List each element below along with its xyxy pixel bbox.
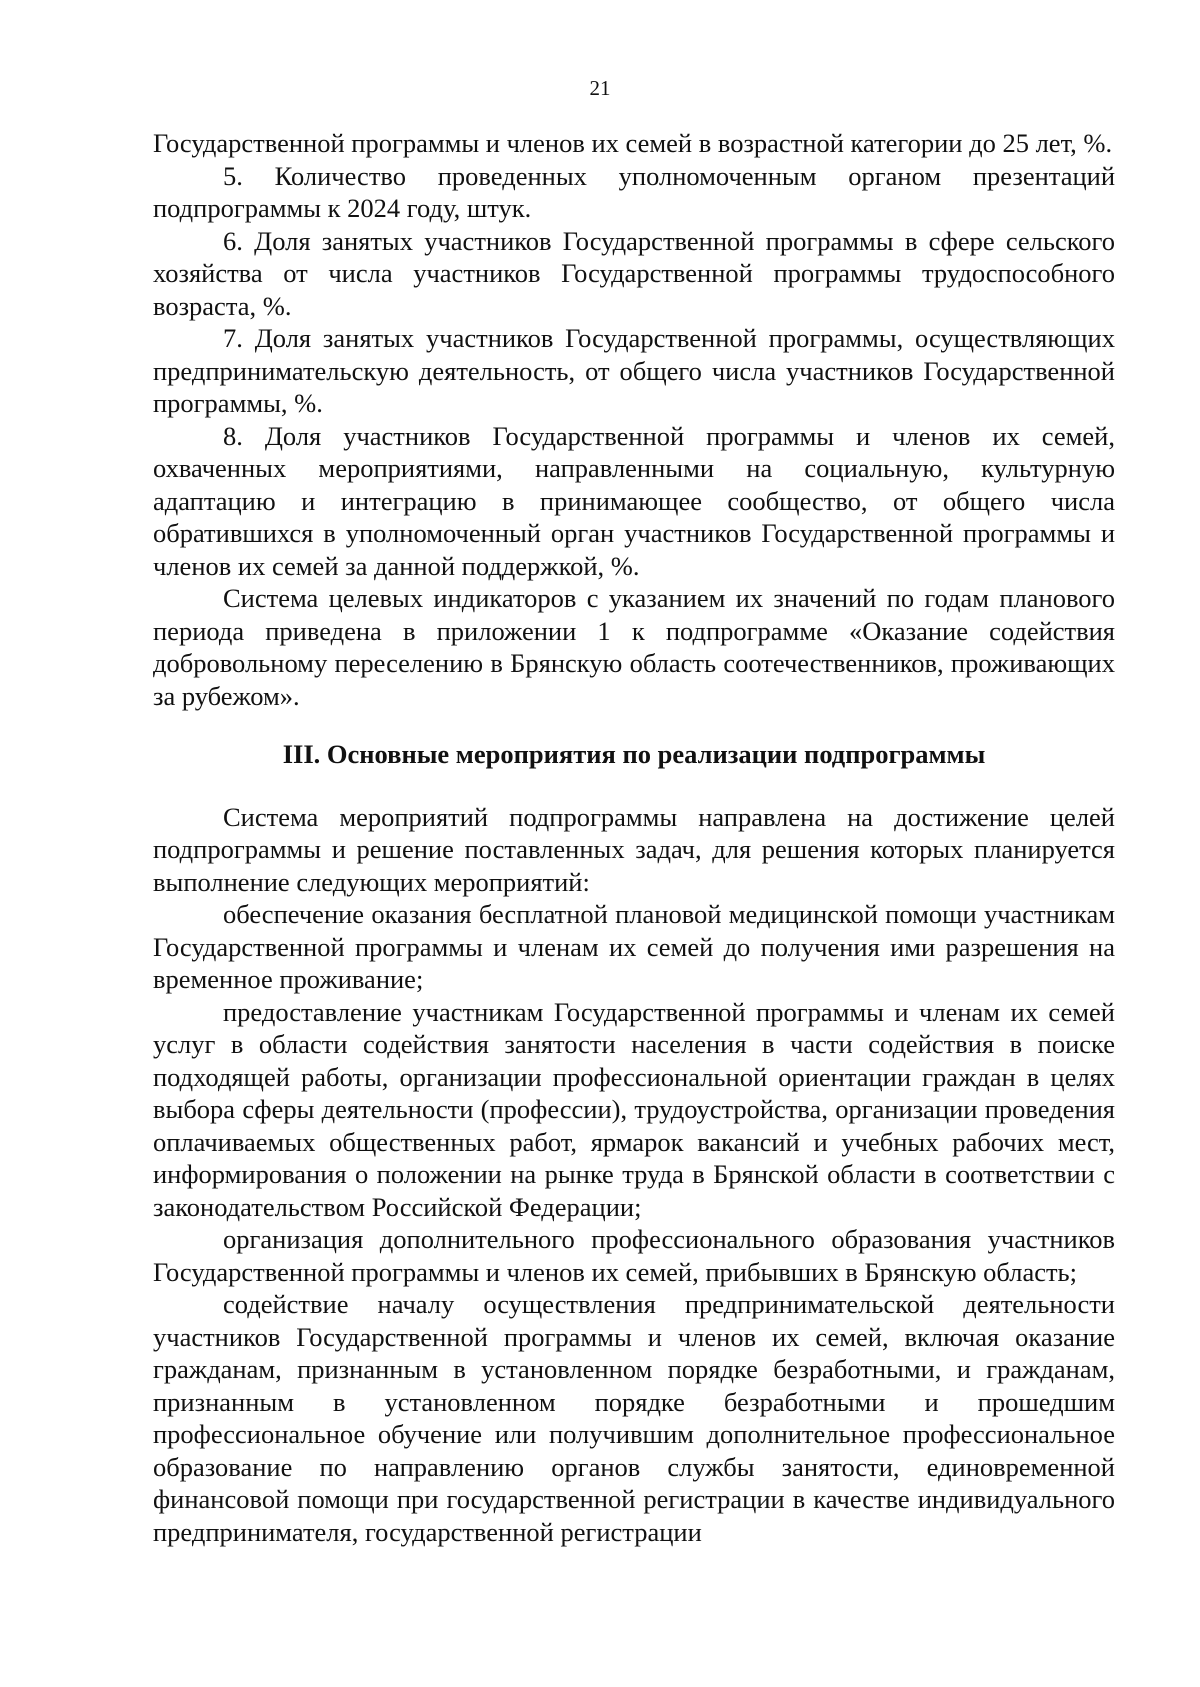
page-number: 21 xyxy=(589,76,611,100)
paragraph: содействие началу осуществления предпринимательской деятельности участников Государственной программы и членов их семей, включая оказание гражданам, признанным в установленном порядке безработными, и гражданам, признанным в установленном порядке безработными и прошедшим профессиональное обучение или получившим дополнительное профессиональное образование по направлению органов службы занятости, единовременной финансовой помощи при государственной регистрации в качестве индивидуального предпринимателя, государственной регистрации xyxy=(153,1289,1115,1547)
section-heading: III. Основные мероприятия по реализации подпрограммы xyxy=(282,739,986,769)
paragraph: организация дополнительного профессионального образования участников Государственной программы и членов их семей, прибывших в Брянскую область; xyxy=(153,1224,1115,1287)
paragraph: 6. Доля занятых участников Государственной программы в сфере сельского хозяйства от числа участников Государственной программы трудоспособного возраста, %. xyxy=(153,225,1115,321)
paragraph: Государственной программы и членов их семей в возрастной категории до 25 лет, %. xyxy=(153,128,1113,158)
paragraph: Система мероприятий подпрограммы направлена на достижение целей подпрограммы и решение поставленных задач, для решения которых планируется выполнение следующих мероприятий: xyxy=(153,801,1115,897)
paragraph: обеспечение оказания бесплатной плановой медицинской помощи участникам Государственной программы и членам их семей до получения ими разрешения на временное проживание; xyxy=(153,899,1115,994)
document-body xyxy=(153,127,1115,1548)
paragraph: Система целевых индикаторов с указанием их значений по годам планового периода приведена в приложении 1 к подпрограмме «Оказание содействия добровольному переселению в Брянскую область соотечественников, проживающих за рубежом». xyxy=(153,583,1115,711)
paragraph: 7. Доля занятых участников Государственной программы, осуществляющих предпринимательскую деятельность, от общего числа участников Государственной программы, %. xyxy=(153,323,1115,418)
paragraph: 8. Доля участников Государственной программы и членов их семей, охваченных мероприятиями, направленными на социальную, культурную адаптацию и интеграцию в принимающее сообщество, от общего числа обратившихся в уполномоченный орган участников Государственной программы и членов их семей за данной поддержкой, %. xyxy=(153,420,1115,581)
paragraph: 5. Количество проведенных уполномоченным органом презентаций подпрограммы к 2024 году, штук. xyxy=(153,160,1115,223)
paragraph: предоставление участникам Государственной программы и членам их семей услуг в области содействия занятости населения в части содействия в поиске подходящей работы, организации профессиональной ориентации граждан в целях выбора сферы деятельности (профессии), трудоустройства, организации проведения оплачиваемых общественных работ, ярмарок вакансий и учебных рабочих мест, информирования о положении на рынке труда в Брянской области в соответствии с законодательством Российской Федерации; xyxy=(153,996,1115,1222)
